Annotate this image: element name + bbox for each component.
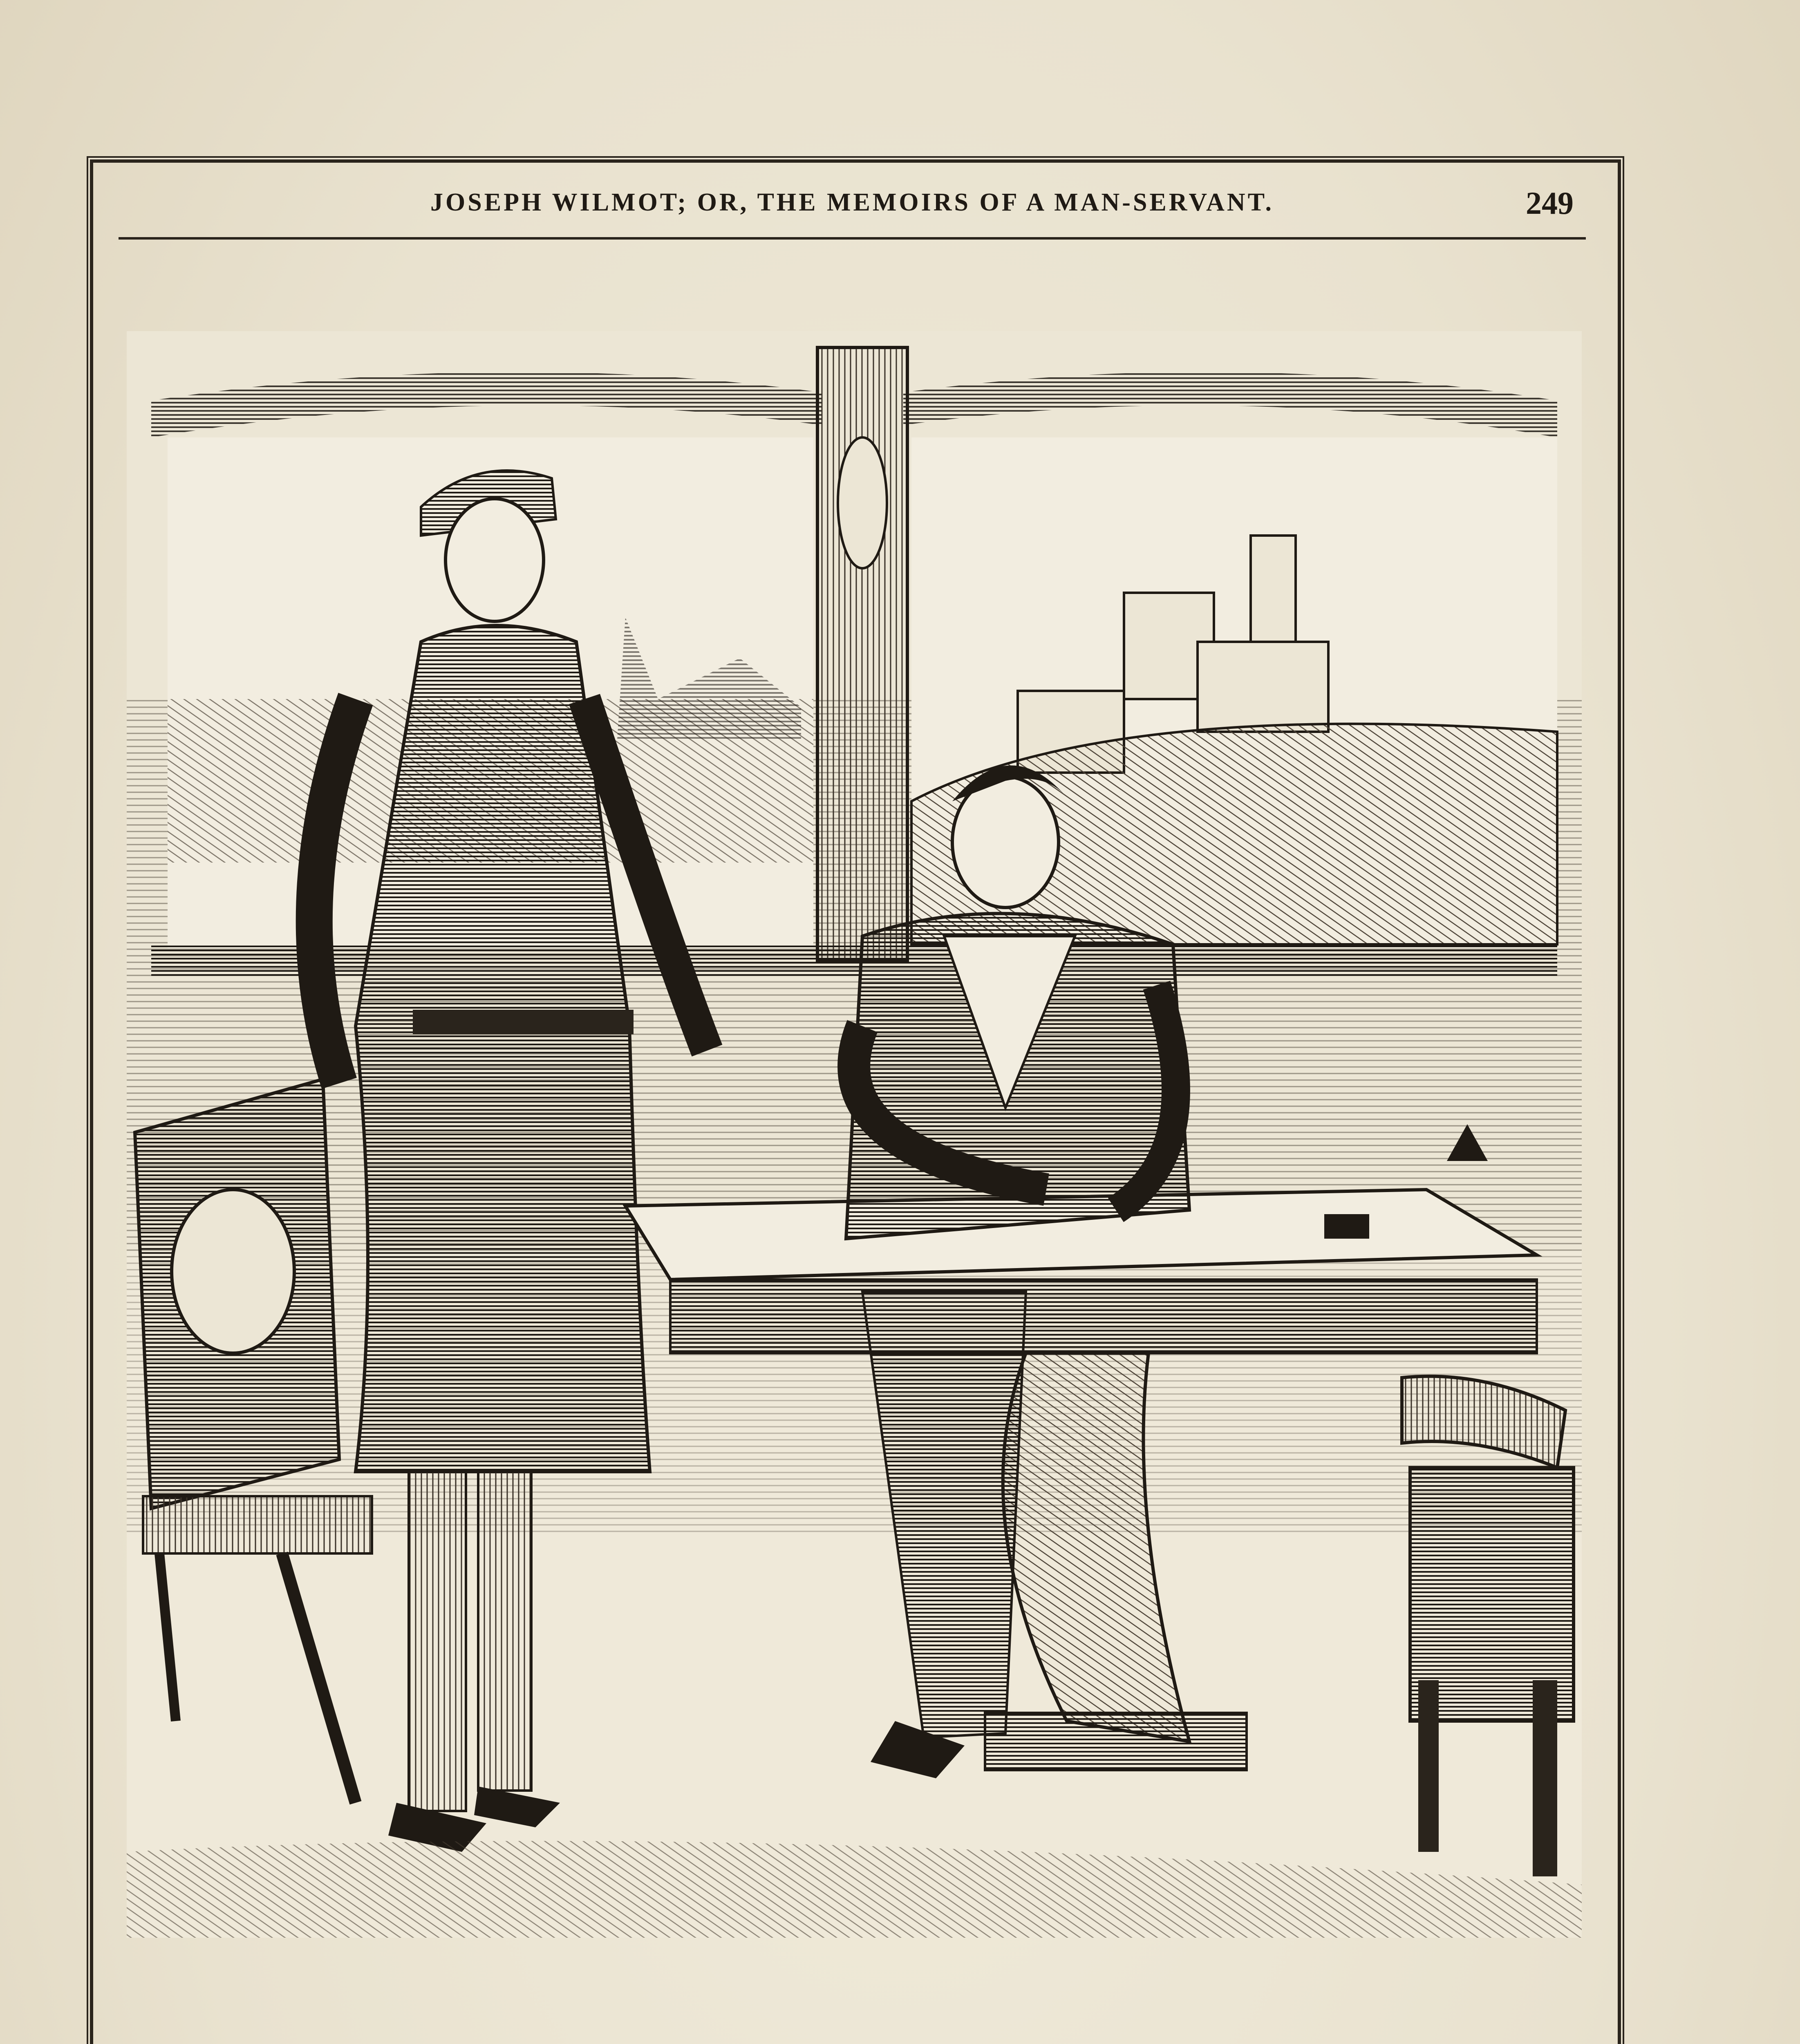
engraving-svg	[127, 331, 1582, 1938]
window-sill	[151, 944, 1557, 977]
page-header	[119, 176, 1586, 240]
running-head: JOSEPH WILMOT; OR, THE MEMOIRS OF A MAN-SERVANT.	[430, 188, 1274, 216]
page-number: 249	[1526, 185, 1574, 221]
engraving-illustration	[127, 331, 1582, 1938]
carved-figure	[838, 437, 887, 568]
